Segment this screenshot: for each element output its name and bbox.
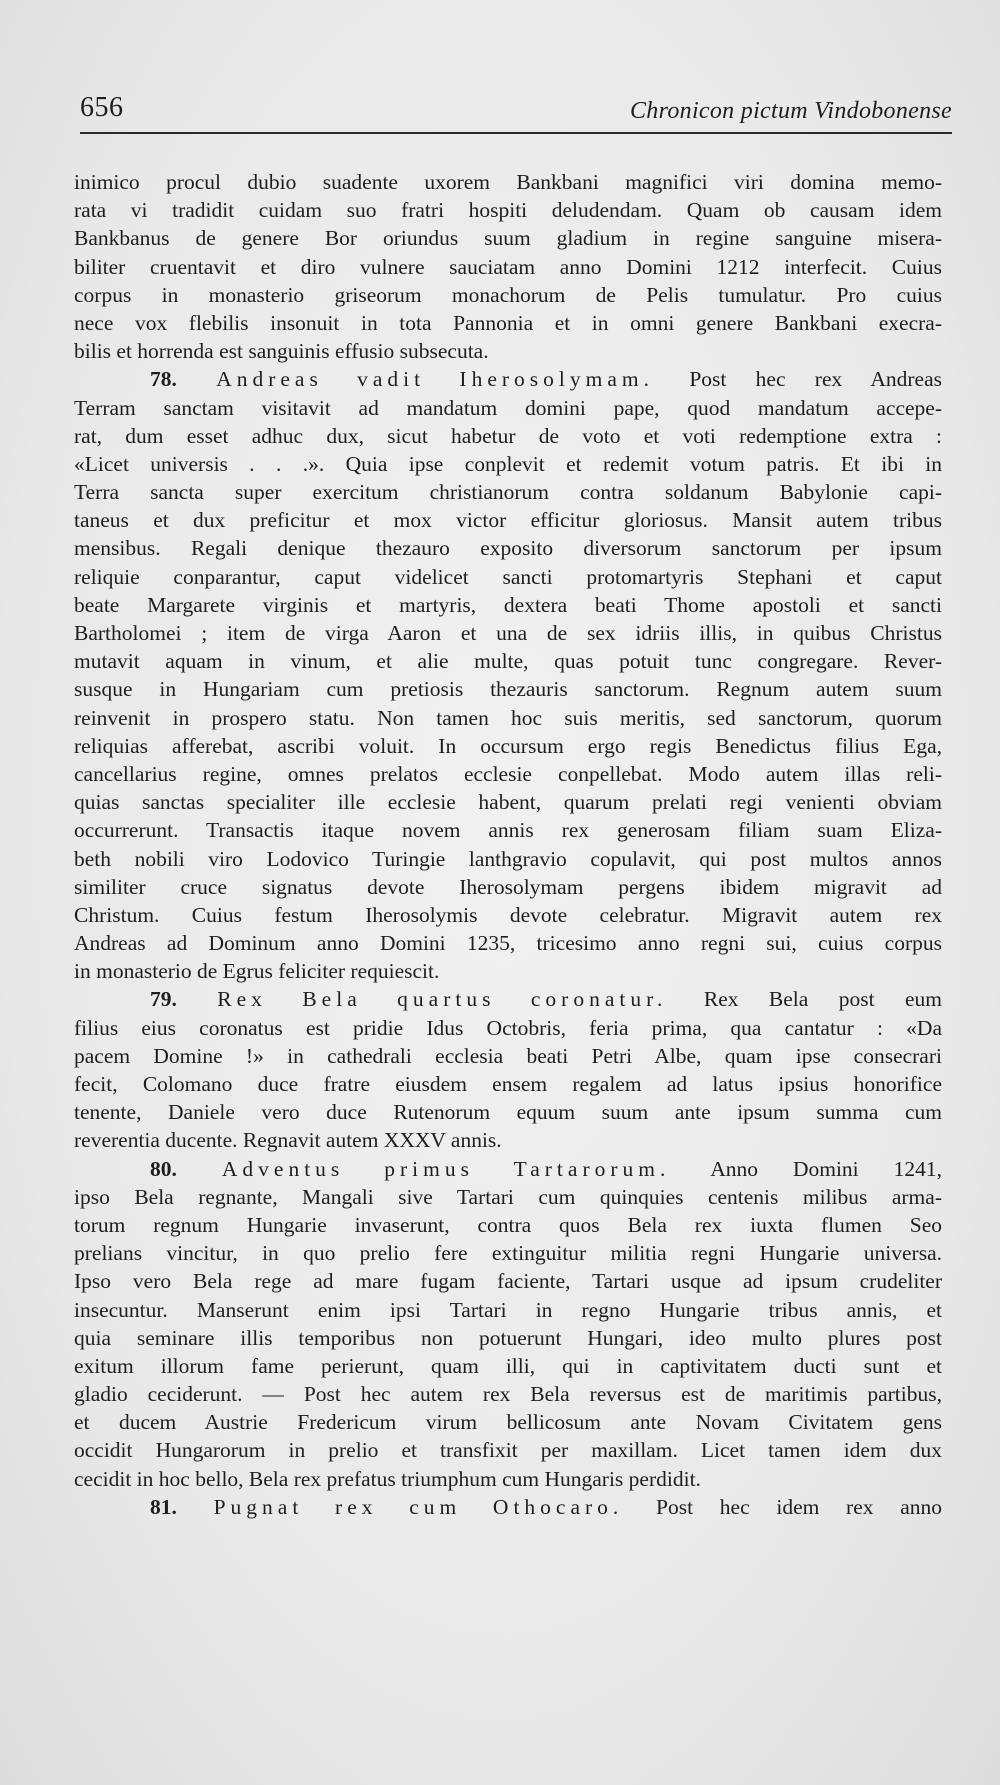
section-number: 81. [150,1494,177,1519]
section-heading-line [74,1493,942,1521]
text-line: in monasterio de Egrus feliciter requiescit. [74,959,440,984]
text-line: similiter cruce signatus devote Iherosolymam pergens ibidem migravit ad [74,874,942,899]
text-line: Ipso vero Bela rege ad mare fugam faciente, Tartari usque ad ipsum crudeliter [74,1269,942,1294]
text-line: taneus et dux preficitur et mox victor efficitur gloriosus. Mansit autem tribus [74,508,942,533]
text-line: cecidit in hoc bello, Bela rex prefatus triumphum cum Hungaris perdidit. [74,1466,701,1491]
text-line: pacem Domine !» in cathedrali ecclesia beati Petri Albe, quam ipse consecrari [74,1043,942,1068]
text-line: beth nobili viro Lodovico Turingie lanthgravio copulavit, qui post multos annos [74,846,942,871]
text-line: beate Margarete virginis et martyris, dextera beati Thome apostoli et sancti [74,592,942,617]
text-line: nece vox flebilis insonuit in tota Pannonia et in omni genere Bankbani execra- [74,310,942,335]
text-line: insecuntur. Manserunt enim ipsi Tartari in regno Hungarie tribus annis, et [74,1297,942,1322]
page-header [80,92,952,132]
section-number: 80. [150,1156,177,1181]
text-line: et ducem Austrie Fredericum virum bellicosum ante Novam Civitatem gens [74,1410,942,1435]
section-title: Rex Bela quartus coronatur. [217,987,668,1012]
section-heading-line [74,1155,942,1183]
section-number: 79. [150,987,177,1012]
text-line: reliquie conparantur, caput videlicet sancti protomartyris Stephani et caput [74,564,942,589]
text-line: Christum. Cuius festum Iherosolymis devote celebratur. Migravit autem rex [74,902,942,927]
text-line: inimico procul dubio suadente uxorem Bankbani magnifici viri domina memo- [74,170,942,194]
section-text: Post hec idem rex anno [656,1494,942,1519]
text-line: «Licet universis . . .». Quia ipse conplevit et redemit votum patris. Et ibi in [74,451,942,476]
section-text: Rex Bela post eum [703,987,942,1012]
text-line: susque in Hungariam cum pretiosis thezauris sanctorum. Regnum autem suum [74,677,942,702]
section-text: Anno Domini 1241, [710,1156,942,1181]
header-rule [80,132,952,134]
text-line: biliter cruentavit et diro vulnere sauciatam anno Domini 1212 interfecit. Cuius [74,254,942,279]
text-line: Terra sancta super exercitum christianorum contra soldanum Babylonie capi- [74,480,942,505]
text-line: tenente, Daniele vero duce Rutenorum equum suum ante ipsum summa cum [74,1100,942,1125]
section-heading-line [74,365,942,393]
text-line: filius eius coronatus est pridie Idus Octobris, feria prima, qua cantatur : «Da [74,1015,942,1040]
text-line: mutavit aquam in vinum, et alie multe, quas potuit tunc congregare. Rever- [74,649,942,674]
running-title: Chronicon pictum Vindobonense [630,98,952,124]
text-line: rata vi tradidit cuidam suo fratri hospiti deludendam. Quam ob causam idem [74,198,942,223]
text-line: occurrerunt. Transactis itaque novem annis rex generosam filiam suam Eliza- [74,818,942,843]
text-line: quias sanctas specialiter ille ecclesie habent, quarum prelati regi venienti obviam [74,790,942,815]
text-line: prelians vincitur, in quo prelio fere extinguitur militia regni Hungarie universa. [74,1241,942,1266]
text-line: bilis et horrenda est sanguinis effusio subsecuta. [74,339,489,364]
text-line: Bartholomei ; item de virga Aaron et una de sex idriis illis, in quibus Christus [74,621,942,645]
body-text [74,168,942,1521]
text-line: reinvenit in prospero statu. Non tamen hoc suis meritis, sed sanctorum, quorum [74,705,942,730]
text-line: mensibus. Regali denique thezauro exposito diversorum sanctorum per ipsum [74,536,942,561]
text-line: gladio ceciderunt. — Post hec autem rex Bela reversus est de maritimis partibus, [74,1382,942,1407]
text-line: Terram sanctam visitavit ad mandatum domini pape, quod mandatum accepe- [74,395,942,420]
section-title: Pugnat rex cum Othocaro. [213,1494,624,1519]
text-line: Bankbanus de genere Bor oriundus suum gladium in regine sanguine misera- [74,226,942,251]
text-line: exitum illorum fame perierunt, quam illi, qui in captivitatem ducti sunt et [74,1353,942,1378]
text-line: rat, dum esset adhuc dux, sicut habetur de voto et voti redemptione extra : [74,423,942,448]
text-line: corpus in monasterio griseorum monachorum de Pelis tumulatur. Pro cuius [74,282,942,307]
section-title: Andreas vadit Iherosolymam. [216,367,654,392]
page-number: 656 [80,92,124,123]
text-line: ipso Bela regnante, Mangali sive Tartari cum quinquies centenis milibus arma- [74,1184,942,1209]
section-number: 78. [150,367,177,392]
text-line: reverentia ducente. Regnavit autem XXXV annis. [74,1128,502,1153]
text-line: torum regnum Hungarie invaserunt, contra quos Bela rex iuxta flumen Seo [74,1212,942,1237]
text-line: quia seminare illis temporibus non potuerunt Hungari, ideo multo plures post [74,1325,942,1350]
text-line: occidit Hungarorum in prelio et transfixit per maxillam. Licet tamen idem dux [74,1438,942,1463]
text-line: reliquias afferebat, ascribi voluit. In occursum ergo regis Benedictus filius Ega, [74,733,942,758]
section-heading-line [74,985,942,1013]
section-text: Post hec rex Andreas [689,367,942,392]
section-title: Adventus primus Tartarorum. [221,1156,671,1181]
text-line: Andreas ad Dominum anno Domini 1235, tricesimo anno regni sui, cuius corpus [74,931,942,956]
text-line: fecit, Colomano duce fratre eiusdem ensem regalem ad latus ipsius honorifice [74,1072,942,1096]
text-line: cancellarius regine, omnes prelatos ecclesie conpellebat. Modo autem illas reli- [74,761,942,786]
